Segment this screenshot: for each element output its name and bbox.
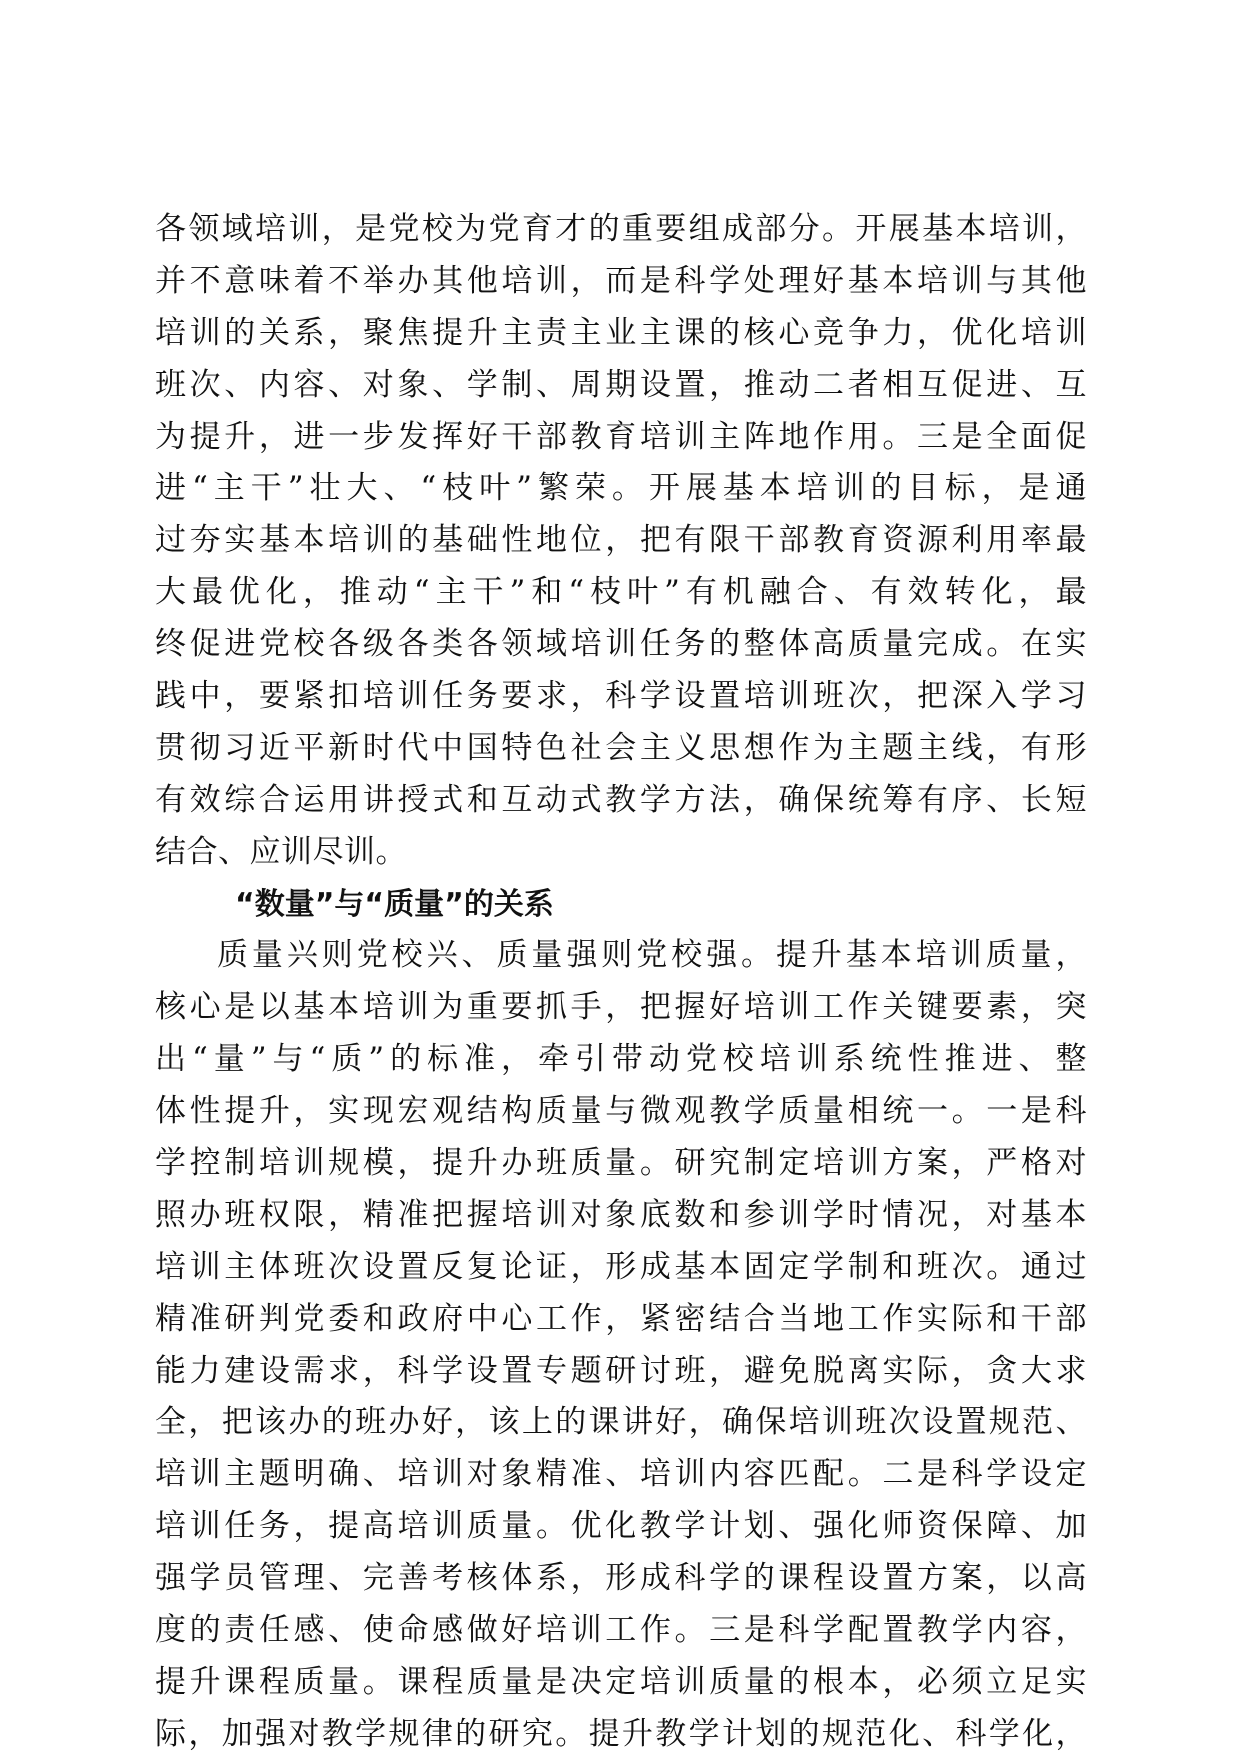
text-line: 培训主体班次设置反复论证，形成基本固定学制和班次。通过 [155,1248,1087,1285]
text-line: 终促进党校各级各类各领域培训任务的整体高质量完成。在实 [155,626,1087,663]
text-line: 培训的关系，聚焦提升主责主业主课的核心竞争力，优化培训 [155,314,1087,351]
text-line: 各领域培训，是党校为党育才的重要组成部分。开展基本培训， [155,211,1087,247]
section-heading: “数量”与“质量”的关系 [235,886,554,922]
body-text [155,204,1087,1761]
text-line: 学控制培训规模，提升办班质量。研究制定培训方案，严格对 [155,1145,1087,1182]
text-line: 为提升，进一步发挥好干部教育培训主阵地作用。三是全面促 [155,418,1087,455]
text-line: 大最优化，推动“主干”和“枝叶”有机融合、有效转化，最 [155,574,1087,611]
text-line: 强学员管理、完善考核体系，形成科学的课程设置方案，以高 [155,1560,1087,1597]
text-line: 贯彻习近平新时代中国特色社会主义思想作为主题主线，有形 [155,729,1087,766]
text-line: 核心是以基本培训为重要抓手，把握好培训工作关键要素，突 [155,989,1087,1026]
text-line: 进“主干”壮大、“枝叶”繁荣。开展基本培训的目标，是通 [155,470,1087,507]
text-line: 班次、内容、对象、学制、周期设置，推动二者相互促进、互 [155,366,1087,403]
text-line: 际，加强对教学规律的研究。提升教学计划的规范化、科学化， [155,1715,1087,1752]
text-line: 全，把该办的班办好，该上的课讲好，确保培训班次设置规范、 [155,1404,1087,1441]
text-line: 结合、应训尽训。 [155,833,407,870]
text-line: 培训任务，提高培训质量。优化教学计划、强化师资保障、加 [155,1508,1087,1545]
text-line: 出“量”与“质”的标准，牵引带动党校培训系统性推进、整 [155,1041,1087,1078]
text-line: 精准研判党委和政府中心工作，紧密结合当地工作实际和干部 [155,1300,1087,1337]
paragraph-2 [155,930,1087,1760]
text-line: 质量兴则党校兴、质量强则党校强。提升基本培训质量， [217,937,1087,974]
text-line: 提升课程质量。课程质量是决定培训质量的根本，必须立足实 [155,1663,1087,1700]
text-line: 践中，要紧扣培训任务要求，科学设置培训班次，把深入学习 [155,678,1087,715]
text-line: 体性提升，实现宏观结构质量与微观教学质量相统一。一是科 [155,1093,1087,1130]
text-line: 照办班权限，精准把握培训对象底数和参训学时情况，对基本 [155,1196,1087,1233]
text-line: 能力建设需求，科学设置专题研讨班，避免脱离实际，贪大求 [155,1352,1087,1389]
paragraph-1 [155,204,1087,879]
text-line: 有效综合运用讲授式和互动式教学方法，确保统筹有序、长短 [155,781,1087,818]
text-line: 过夯实基本培训的基础性地位，把有限干部教育资源利用率最 [155,522,1087,559]
text-line: 度的责任感、使命感做好培训工作。三是科学配置教学内容， [155,1612,1087,1649]
text-line: 并不意味着不举办其他培训，而是科学处理好基本培训与其他 [155,262,1087,299]
text-line: 培训主题明确、培训对象精准、培训内容匹配。二是科学设定 [155,1456,1087,1493]
